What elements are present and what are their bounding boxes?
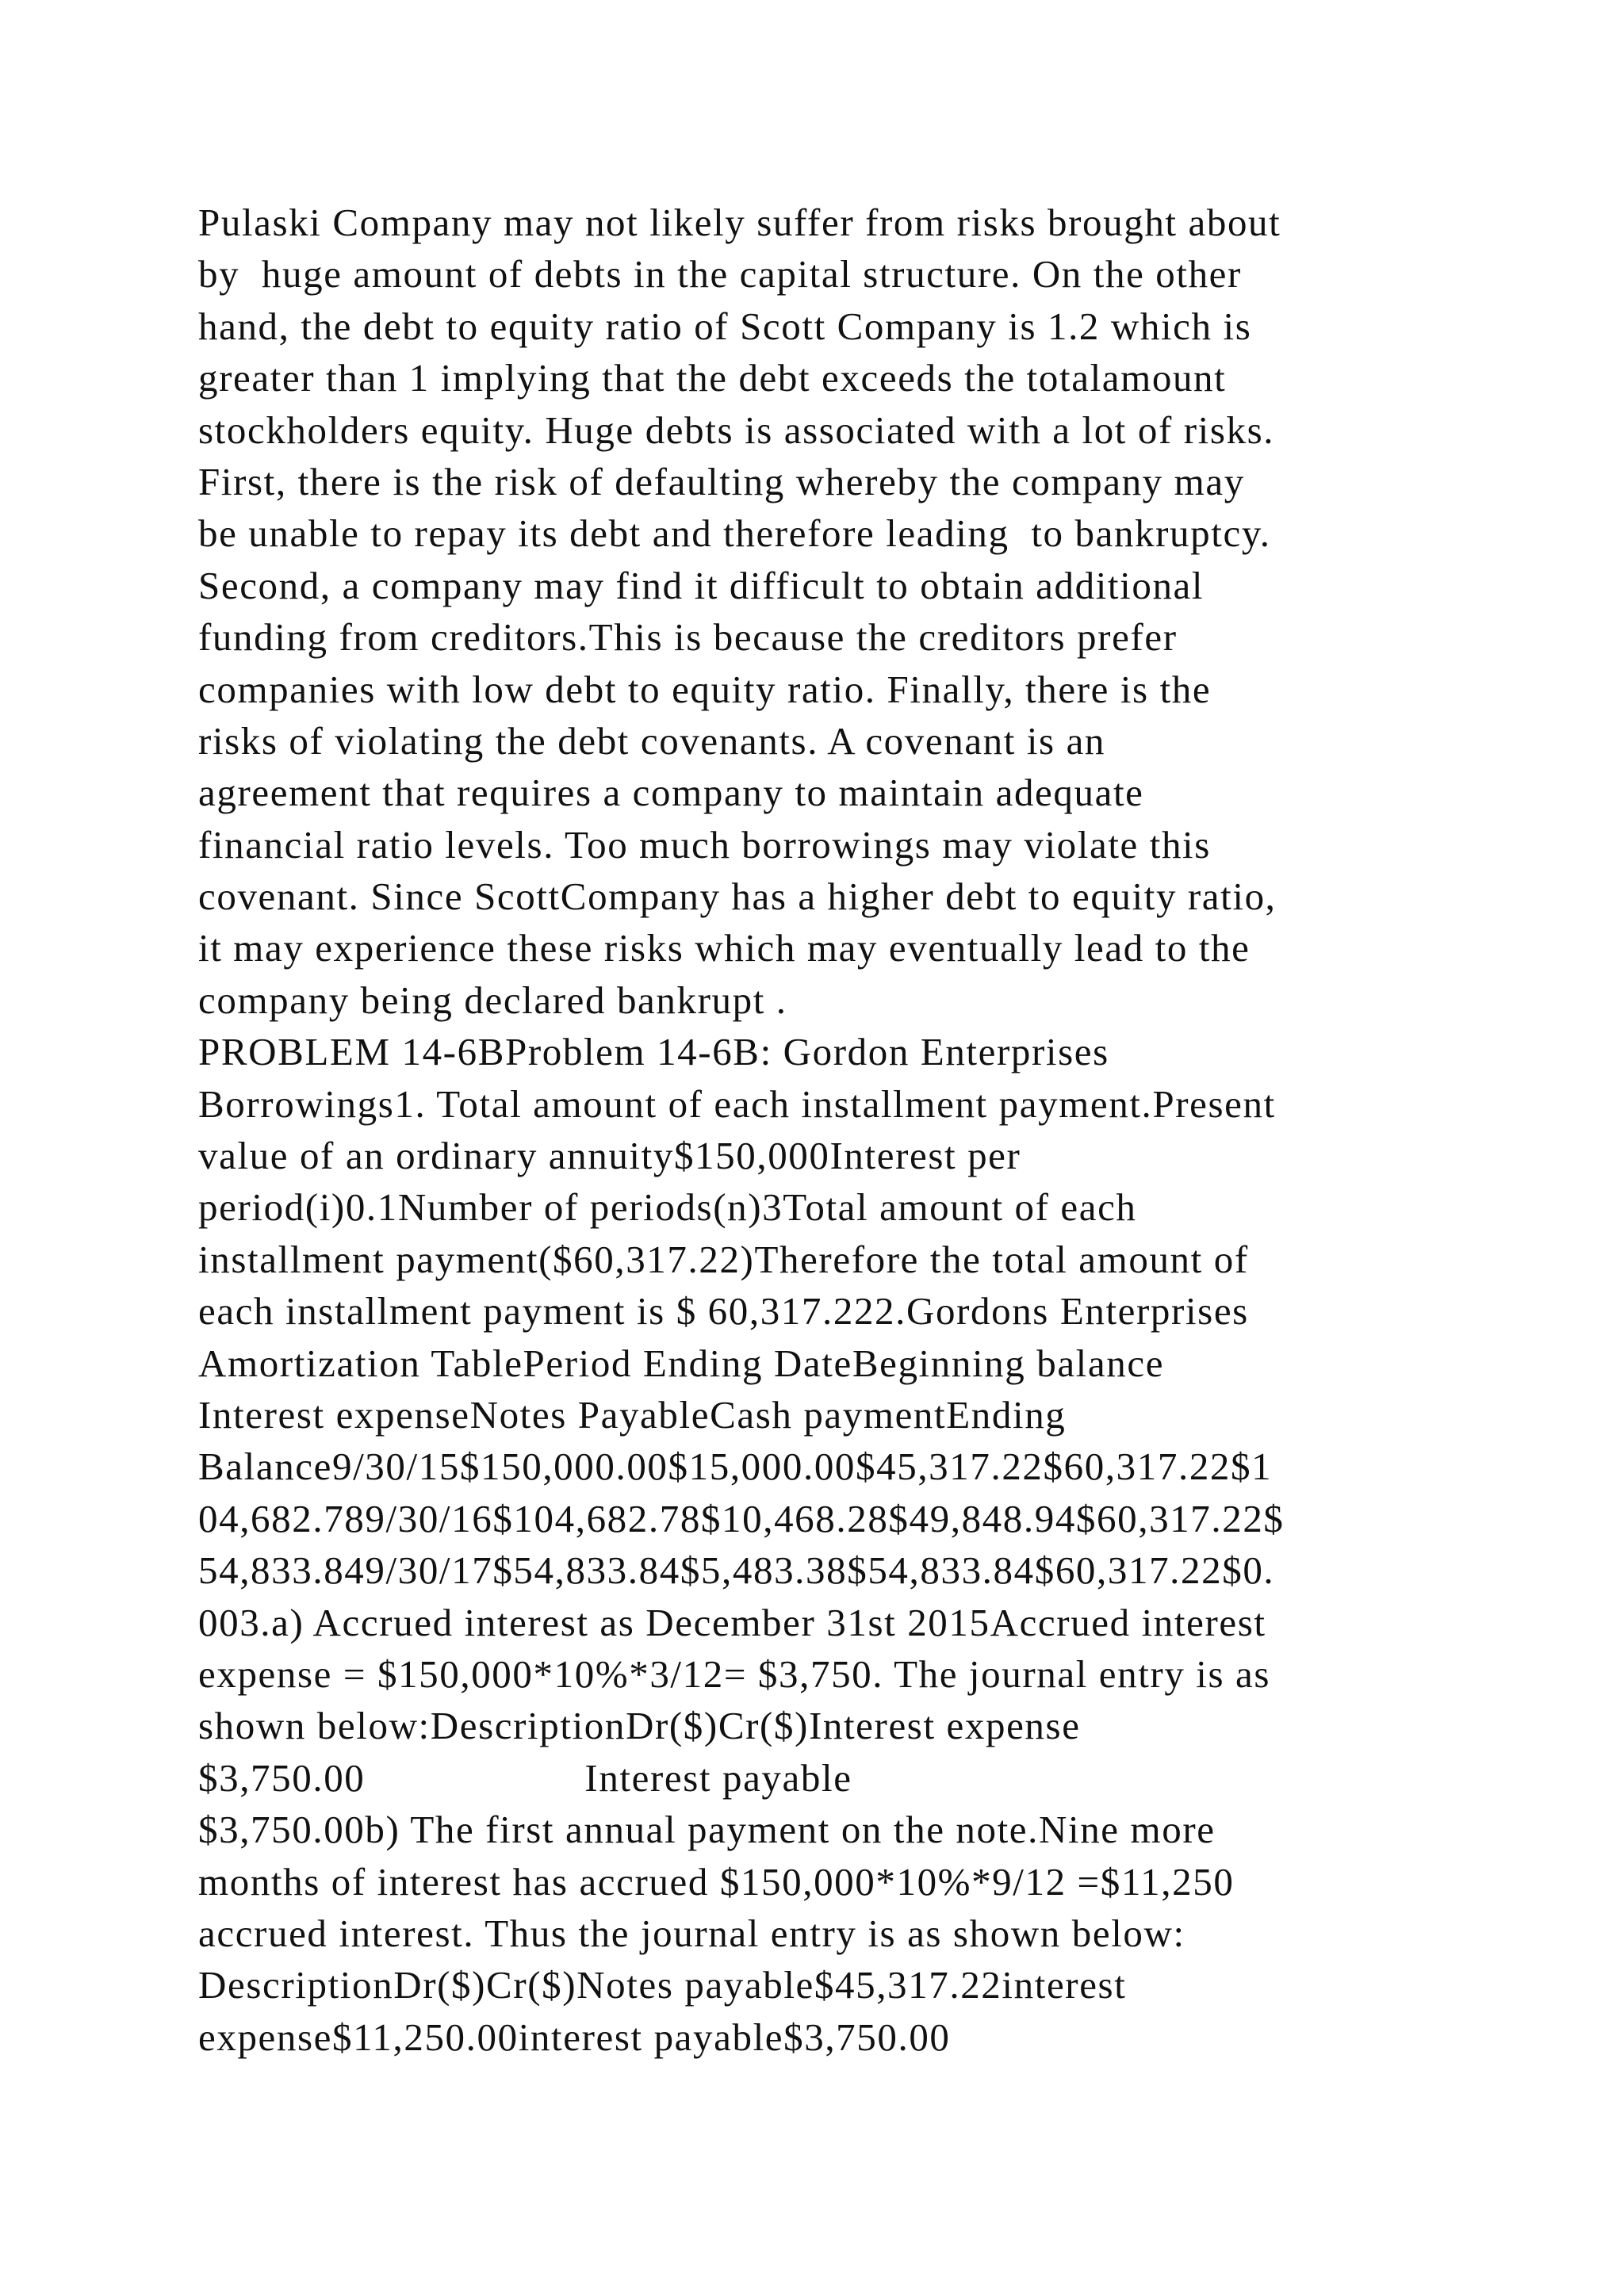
text-line: each installment payment is $ 60,317.222.Gordons Enterprises bbox=[198, 1289, 1249, 1334]
text-line: 04,682.789/30/16$104,682.78$10,468.28$49,848.94$60,317.22$ bbox=[198, 1496, 1285, 1540]
text-line: months of interest has accrued $150,000*10%*9/12 =$11,250 bbox=[198, 1859, 1235, 1904]
text-line: expense$11,250.00interest payable$3,750.00 bbox=[198, 2015, 951, 2059]
problem-heading-line: PROBLEM 14-6BProblem 14-6B: Gordon Enterprises bbox=[198, 1030, 1109, 1074]
text-line: Borrowings1. Total amount of each installment payment.Present bbox=[198, 1081, 1276, 1126]
text-line: installment payment($60,317.22)Therefore the total amount of bbox=[198, 1237, 1249, 1281]
document-body-text bbox=[198, 197, 1499, 2063]
text-line: by huge amount of debts in the capital structure. On the other bbox=[198, 252, 1242, 297]
text-line: risks of violating the debt covenants. A covenant is an bbox=[198, 718, 1106, 763]
text-line: accrued interest. Thus the journal entry is as shown below: bbox=[198, 1911, 1185, 1955]
text-line: First, there is the risk of defaulting whereby the company may bbox=[198, 459, 1245, 503]
text-line: Second, a company may find it difficult to obtain additional bbox=[198, 563, 1205, 607]
text-line: period(i)0.1Number of periods(n)3Total amount of each bbox=[198, 1185, 1137, 1230]
text-line: shown below:DescriptionDr($)Cr($)Interest expense bbox=[198, 1704, 1081, 1748]
text-line: $3,750.00b) The first annual payment on the note.Nine more bbox=[198, 1808, 1216, 1852]
text-line: be unable to repay its debt and therefore leading to bankruptcy. bbox=[198, 511, 1271, 556]
text-line: it may experience these risks which may eventually lead to the bbox=[198, 926, 1251, 970]
text-line: value of an ordinary annuity$150,000Interest per bbox=[198, 1134, 1021, 1178]
text-line: hand, the debt to equity ratio of Scott Company is 1.2 which is bbox=[198, 304, 1252, 348]
text-line: financial ratio levels. Too much borrowings may violate this bbox=[198, 822, 1211, 867]
text-line: companies with low debt to equity ratio. Finally, there is the bbox=[198, 667, 1212, 711]
text-line: Pulaski Company may not likely suffer from risks brought about bbox=[198, 201, 1281, 244]
text-line: 54,833.849/30/17$54,833.84$5,483.38$54,833.84$60,317.22$0. bbox=[198, 1548, 1275, 1593]
text-line: agreement that requires a company to maintain adequate bbox=[198, 771, 1144, 815]
text-line: 003.a) Accrued interest as December 31st 2015Accrued interest bbox=[198, 1600, 1266, 1644]
text-line: expense = $150,000*10%*3/12= $3,750. The journal entry is as bbox=[198, 1651, 1271, 1696]
text-line: DescriptionDr($)Cr($)Notes payable$45,317.22interest bbox=[198, 1963, 1127, 2007]
text-line: funding from creditors.This is because the creditors prefer bbox=[198, 615, 1178, 660]
text-line: Balance9/30/15$150,000.00$15,000.00$45,317.22$60,317.22$1 bbox=[198, 1445, 1273, 1489]
text-line: Amortization TablePeriod Ending DateBeginning balance bbox=[198, 1341, 1165, 1385]
text-line: $3,750.00 Interest payable bbox=[198, 1755, 852, 1800]
text-line: covenant. Since ScottCompany has a higher debt to equity ratio, bbox=[198, 874, 1277, 919]
text-line: company being declared bankrupt . bbox=[198, 978, 787, 1022]
text-line: greater than 1 implying that the debt exceeds the totalamount bbox=[198, 356, 1227, 400]
text-line: Interest expenseNotes PayableCash paymentEnding bbox=[198, 1392, 1067, 1437]
text-line: stockholders equity. Huge debts is associated with a lot of risks. bbox=[198, 408, 1275, 452]
